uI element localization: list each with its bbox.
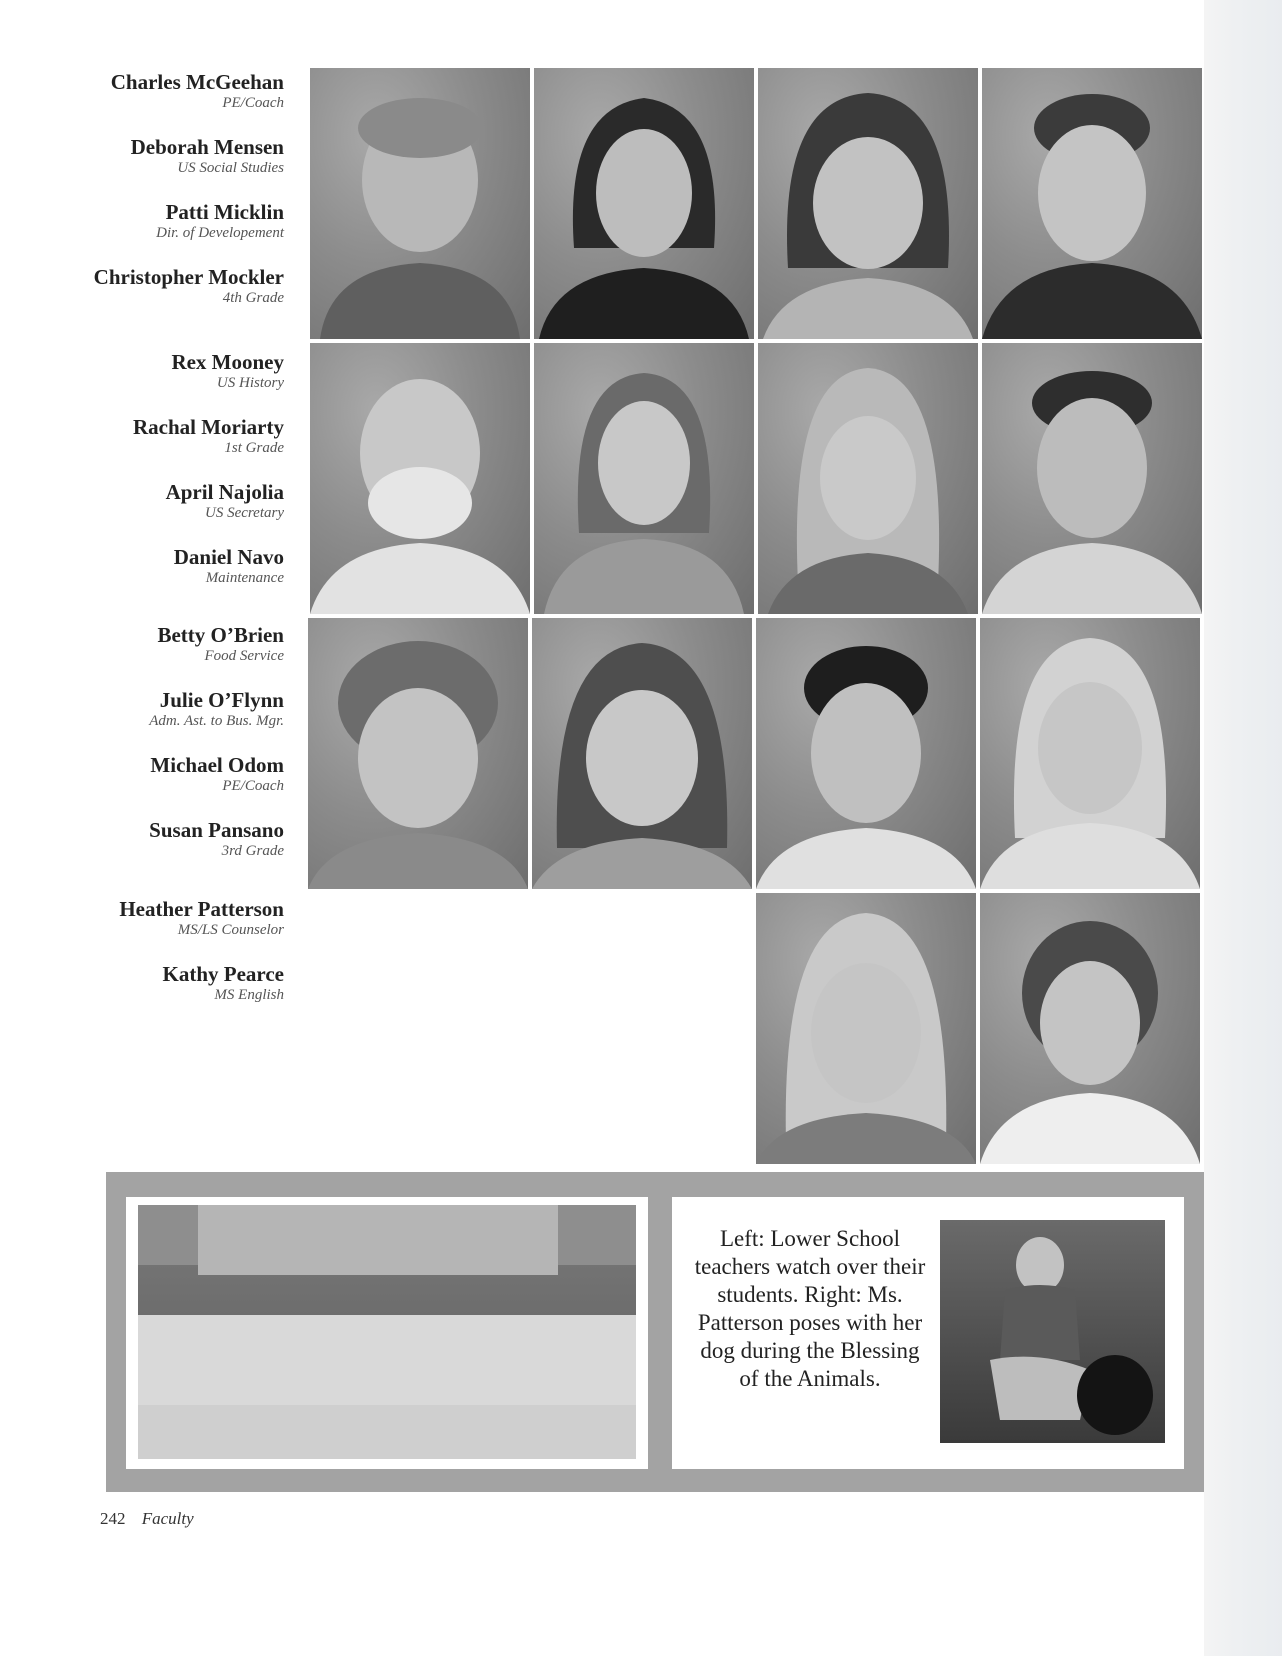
faculty-role: US History bbox=[216, 375, 284, 391]
faculty-name: Rachal Moriarty bbox=[132, 415, 284, 439]
faculty-entry bbox=[44, 545, 284, 587]
faculty-entry bbox=[44, 135, 284, 177]
group-photo-frame bbox=[126, 1197, 648, 1469]
portrait-photo bbox=[310, 68, 530, 339]
faculty-name: Michael Odom bbox=[150, 753, 284, 777]
faculty-name: Betty O’Brien bbox=[157, 623, 284, 647]
faculty-name: Heather Patterson bbox=[119, 897, 284, 921]
faculty-name: Daniel Navo bbox=[173, 545, 284, 569]
faculty-entry bbox=[44, 623, 284, 665]
portrait-photo bbox=[980, 893, 1200, 1164]
faculty-entry bbox=[44, 480, 284, 522]
portrait-photo bbox=[758, 343, 978, 614]
faculty-name: Patti Micklin bbox=[165, 200, 284, 224]
faculty-entry bbox=[44, 415, 284, 457]
page-footer bbox=[100, 1509, 194, 1529]
faculty-role: 4th Grade bbox=[222, 290, 284, 306]
faculty-name: Christopher Mockler bbox=[93, 265, 284, 289]
faculty-role: MS/LS Counselor bbox=[177, 922, 284, 938]
faculty-entry bbox=[44, 818, 284, 860]
page-number: 242 bbox=[100, 1509, 126, 1528]
faculty-entry bbox=[44, 688, 284, 730]
lower-school-group-photo bbox=[138, 1205, 636, 1459]
faculty-role: 3rd Grade bbox=[221, 843, 284, 859]
faculty-role: PE/Coach bbox=[222, 95, 284, 111]
faculty-name: Julie O’Flynn bbox=[159, 688, 284, 712]
faculty-entry bbox=[44, 350, 284, 392]
faculty-name: April Najolia bbox=[165, 480, 284, 504]
portrait-photo bbox=[982, 343, 1202, 614]
faculty-entry bbox=[44, 753, 284, 795]
portrait-photo bbox=[310, 343, 530, 614]
portrait-photo bbox=[534, 343, 754, 614]
faculty-entry bbox=[44, 265, 284, 307]
faculty-role: Adm. Ast. to Bus. Mgr. bbox=[149, 713, 284, 729]
faculty-name: Rex Mooney bbox=[171, 350, 284, 374]
patterson-dog-photo bbox=[940, 1220, 1165, 1443]
portrait-photo bbox=[756, 618, 976, 889]
faculty-name: Charles McGeehan bbox=[110, 70, 284, 94]
faculty-entry bbox=[44, 70, 284, 112]
faculty-name: Kathy Pearce bbox=[162, 962, 284, 986]
portrait-photo bbox=[980, 618, 1200, 889]
portrait-photo bbox=[982, 68, 1202, 339]
portrait-photo bbox=[534, 68, 754, 339]
faculty-role: Food Service bbox=[204, 648, 284, 664]
faculty-role: US Social Studies bbox=[177, 160, 284, 176]
faculty-name: Deborah Mensen bbox=[130, 135, 284, 159]
portrait-photo bbox=[532, 618, 752, 889]
page-edge bbox=[1204, 0, 1282, 1656]
photo-caption: Left: Lower School teachers watch over their students. Right: Ms. Patterson poses with her dog during the Blessing of the Animals. bbox=[694, 1226, 926, 1391]
faculty-entry bbox=[44, 897, 284, 939]
faculty-role: MS English bbox=[214, 987, 284, 1003]
faculty-entry bbox=[44, 962, 284, 1004]
faculty-name: Susan Pansano bbox=[149, 818, 284, 842]
faculty-role: Maintenance bbox=[205, 570, 284, 586]
portrait-photo bbox=[756, 893, 976, 1164]
faculty-role: Dir. of Developement bbox=[156, 225, 284, 241]
section-name: Faculty bbox=[141, 1509, 194, 1528]
faculty-role: US Secretary bbox=[205, 505, 284, 521]
portrait-photo bbox=[308, 618, 528, 889]
faculty-role: PE/Coach bbox=[222, 778, 284, 794]
faculty-entry bbox=[44, 200, 284, 242]
faculty-role: 1st Grade bbox=[224, 440, 284, 456]
portrait-photo bbox=[758, 68, 978, 339]
